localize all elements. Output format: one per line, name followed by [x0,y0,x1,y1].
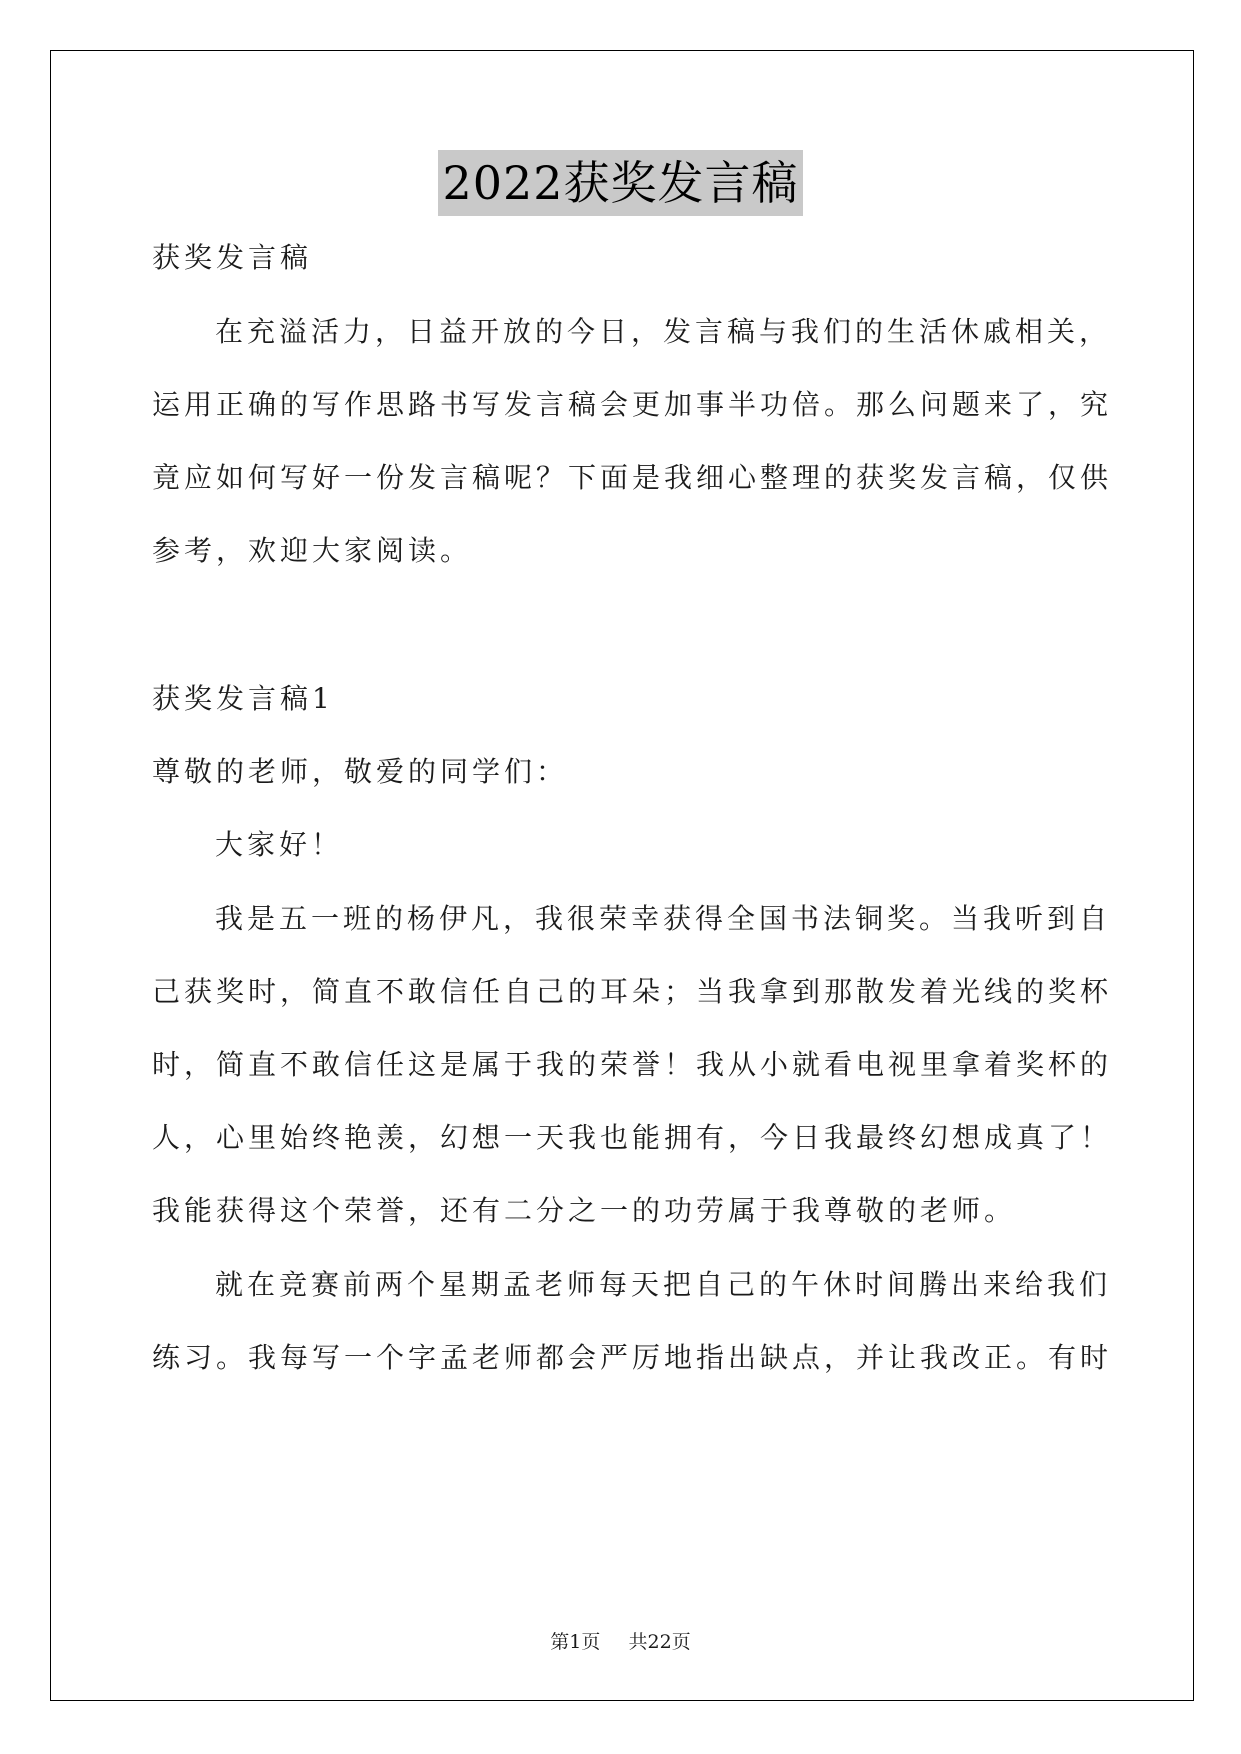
text-line: 己获奖时，简直不敢信任自己的耳朵；当我拿到那散发着光线的奖杯 [152,975,1113,1008]
title-container [0,150,1241,216]
page-total: 共22页 [628,1631,691,1653]
text-line: 人，心里始终艳羡，幻想一天我也能拥有，今日我最终幻想成真了！ [152,1121,1113,1154]
text-line: 参考，欢迎大家阅读。 [152,534,473,567]
document-title: 2022获奖发言稿 [438,150,802,216]
text-line: 练习。我每写一个字孟老师都会严厉地指出缺点，并让我改正。有时 [152,1341,1113,1374]
page-number: 第1页 [550,1631,601,1653]
text-line: 运用正确的写作思路书写发言稿会更加事半功倍。那么问题来了，究 [152,388,1113,421]
page-border [50,50,1194,1701]
text-line: 大家好！ [215,828,344,861]
section-heading: 获奖发言稿1 [152,682,334,715]
page-footer [0,1630,1241,1654]
text-line: 尊敬的老师，敬爱的同学们： [152,755,569,788]
text-line: 时，简直不敢信任这是属于我的荣誉！我从小就看电视里拿着奖杯的 [152,1048,1113,1081]
text-line: 竟应如何写好一份发言稿呢？下面是我细心整理的获奖发言稿，仅供 [152,461,1113,494]
text-line: 在充溢活力，日益开放的今日，发言稿与我们的生活休戚相关， [215,315,1112,348]
text-line: 我是五一班的杨伊凡，我很荣幸获得全国书法铜奖。当我听到自 [215,902,1112,935]
text-line: 获奖发言稿 [152,241,313,274]
text-line: 我能获得这个荣誉，还有二分之一的功劳属于我尊敬的老师。 [152,1194,1017,1227]
text-line: 就在竞赛前两个星期孟老师每天把自己的午休时间腾出来给我们 [215,1268,1112,1301]
